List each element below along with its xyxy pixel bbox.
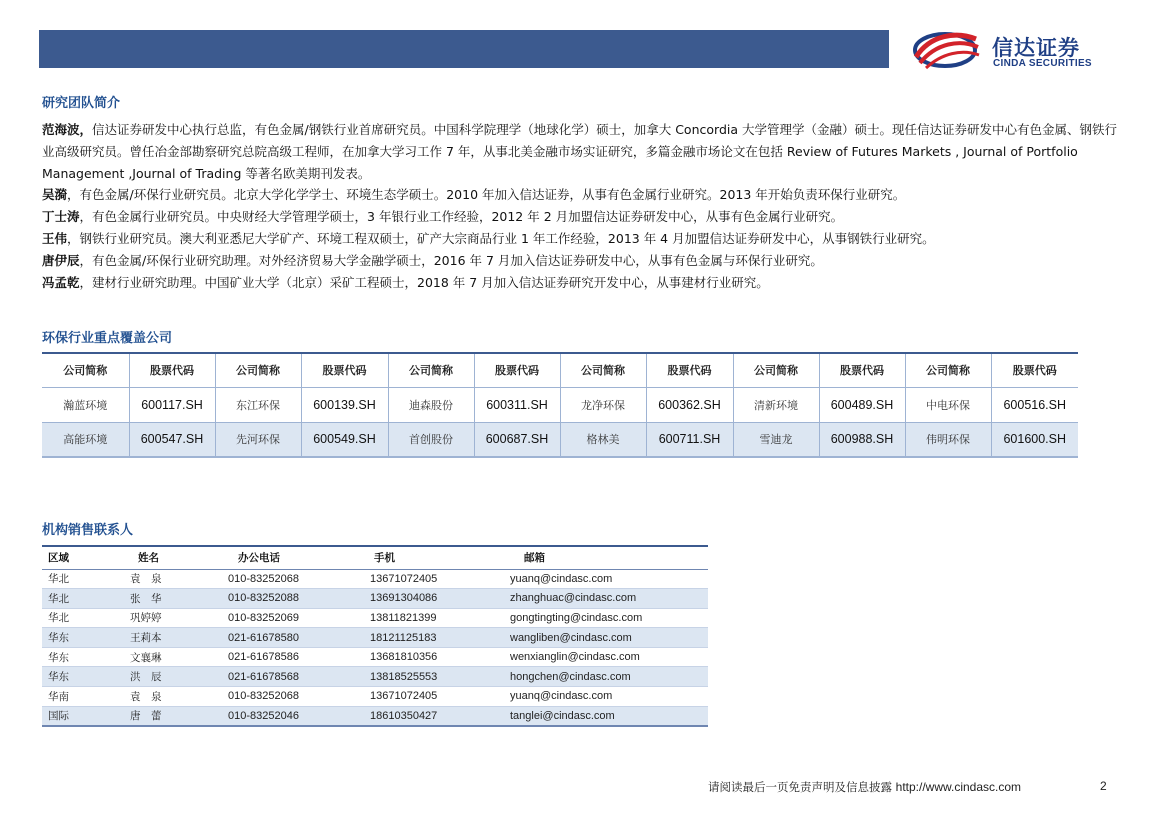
company-name: 迪森股份 [388, 387, 474, 422]
bio-name: 丁士涛 [42, 209, 80, 225]
col-header-company: 公司简称 [733, 353, 819, 387]
mobile-phone: 18610350427 [328, 706, 464, 726]
bio-name: 吴漪 [42, 187, 68, 203]
contact-name: 张 华 [86, 589, 186, 609]
footer-url-link[interactable]: http://www.cindasc.com [895, 780, 1022, 794]
col-header-office-phone: 办公电话 [186, 546, 328, 569]
company-name: 格林美 [560, 422, 646, 457]
coverage-row [42, 387, 1078, 422]
contact-name: 袁 泉 [86, 687, 186, 707]
stock-code: 601600.SH [991, 422, 1078, 457]
bio-text: ，有色金属/环保行业研究助理。对外经济贸易大学金融学硕士，2016 年 7 月加入信达证券研发中心，从事有色金属与环保行业研究。 [79, 252, 823, 268]
contact-name: 唐 蕾 [86, 706, 186, 726]
company-name: 清新环境 [733, 387, 819, 422]
region: 华东 [42, 647, 86, 667]
office-phone: 021-61678568 [186, 667, 328, 687]
bio-paragraph [42, 228, 1122, 250]
bio-text: ，有色金属行业研究员。中央财经大学管理学硕士，3 年银行业工作经验，2012 年 2 月加盟信达证券研发中心，从事有色金属行业研究。 [79, 209, 844, 225]
bio-text: ，有色金属/环保行业研究员。北京大学化学学士、环境生态学硕士。2010 年加入信达证券，从事有色金属行业研究。2013 年开始负责环保行业研究。 [67, 187, 906, 203]
col-header-code: 股票代码 [991, 353, 1078, 387]
bio-paragraph [42, 184, 1122, 206]
sales-row [42, 706, 708, 726]
region: 华北 [42, 589, 86, 609]
contact-name: 文襄琳 [86, 647, 186, 667]
bio-name: 王伟 [42, 230, 68, 246]
sales-row [42, 628, 708, 648]
office-phone: 010-83252069 [186, 608, 328, 628]
col-header-mobile: 手机 [328, 546, 464, 569]
col-header-code: 股票代码 [819, 353, 905, 387]
company-name: 高能环境 [42, 422, 129, 457]
sales-header-row [42, 546, 708, 569]
stock-code: 600117.SH [129, 387, 215, 422]
stock-code: 600489.SH [819, 387, 905, 422]
contact-name: 洪 辰 [86, 667, 186, 687]
bio-name: 范海波， [42, 122, 93, 137]
mobile-phone: 18121125183 [328, 628, 464, 648]
bio-paragraph [42, 206, 1122, 228]
region: 华东 [42, 667, 86, 687]
email: hongchen@cindasc.com [464, 667, 708, 687]
bio-text: 信达证券研发中心执行总监，有色金属/钢铁行业首席研究员。中国科学院理学（地球化学）硕士，加拿大 Concordia 大学管理学（金融）硕士。现任信达证券研发中心有色金属、钢铁行业高级研究员。曾任冶金部勘察研究总院高级工程师，在加拿大学习工作 7 年，从事北美金融市场实证研究，多篇金融市场论文在包括 Review of Futures Markets , Journal of Portfolio Management ,Journal of Trading 等著名欧美期刊发表。 [42, 122, 1117, 181]
company-name: 首创股份 [388, 422, 474, 457]
col-header-code: 股票代码 [301, 353, 388, 387]
email: gongtingting@cindasc.com [464, 608, 708, 628]
col-header-code: 股票代码 [646, 353, 733, 387]
email: yuanq@cindasc.com [464, 569, 708, 589]
mobile-phone: 13671072405 [328, 569, 464, 589]
office-phone: 010-83252068 [186, 687, 328, 707]
sales-row [42, 569, 708, 589]
page-number: 2 [1100, 779, 1107, 793]
stock-code: 600711.SH [646, 422, 733, 457]
footer-disclaimer [708, 779, 1021, 795]
col-header-company: 公司简称 [388, 353, 474, 387]
company-name: 龙净环保 [560, 387, 646, 422]
bio-name: 冯孟乾 [42, 274, 80, 290]
bio-text: ，建材行业研究助理。中国矿业大学（北京）采矿工程硕士，2018 年 7 月加入信达证券研究开发中心，从事建材行业研究。 [79, 274, 769, 290]
logo-name-cn: 信达证券 [992, 36, 1080, 60]
region: 华东 [42, 628, 86, 648]
bio-name: 唐伊辰 [42, 252, 80, 268]
region: 华北 [42, 608, 86, 628]
col-header-code: 股票代码 [474, 353, 560, 387]
col-header-email: 邮箱 [464, 546, 708, 569]
company-name: 伟明环保 [905, 422, 991, 457]
mobile-phone: 13811821399 [328, 608, 464, 628]
office-phone: 010-83252088 [186, 589, 328, 609]
col-header-code: 股票代码 [129, 353, 215, 387]
email: wangliben@cindasc.com [464, 628, 708, 648]
stock-code: 600362.SH [646, 387, 733, 422]
stock-code: 600687.SH [474, 422, 560, 457]
office-phone: 021-61678580 [186, 628, 328, 648]
company-name: 中电环保 [905, 387, 991, 422]
region: 国际 [42, 706, 86, 726]
mobile-phone: 13681810356 [328, 647, 464, 667]
stock-code: 600549.SH [301, 422, 388, 457]
team-section-title: 研究团队简介 [42, 96, 121, 111]
col-header-region: 区域 [42, 546, 86, 569]
sales-contacts-table [42, 545, 708, 727]
mobile-phone: 13671072405 [328, 687, 464, 707]
stock-code: 600988.SH [819, 422, 905, 457]
bio-paragraph [42, 119, 1122, 184]
col-header-company: 公司简称 [42, 353, 129, 387]
company-name: 东江环保 [215, 387, 301, 422]
col-header-company: 公司简称 [560, 353, 646, 387]
header-bar [39, 30, 889, 68]
bio-paragraph [42, 250, 1122, 272]
mobile-phone: 13818525553 [328, 667, 464, 687]
disclaimer-text: 请阅读最后一页免责声明及信息披露 [708, 780, 892, 794]
sales-row [42, 647, 708, 667]
office-phone: 010-83252046 [186, 706, 328, 726]
bio-text: ，钢铁行业研究员。澳大利亚悉尼大学矿产、环境工程双硕士，矿产大宗商品行业 1 年工作经验，2013 年 4 月加盟信达证券研发中心，从事钢铁行业研究。 [67, 230, 935, 246]
contact-name: 袁 泉 [86, 569, 186, 589]
sales-row [42, 687, 708, 707]
email: tanglei@cindasc.com [464, 706, 708, 726]
region: 华南 [42, 687, 86, 707]
bio-paragraph [42, 272, 1122, 294]
company-name: 雪迪龙 [733, 422, 819, 457]
contact-name: 巩婷婷 [86, 608, 186, 628]
sales-row [42, 589, 708, 609]
email: yuanq@cindasc.com [464, 687, 708, 707]
coverage-section-title: 环保行业重点覆盖公司 [42, 331, 173, 346]
office-phone: 010-83252068 [186, 569, 328, 589]
sales-row [42, 667, 708, 687]
team-bios [42, 119, 1122, 293]
col-header-company: 公司简称 [215, 353, 301, 387]
email: zhanghuac@cindasc.com [464, 589, 708, 609]
company-name: 先河环保 [215, 422, 301, 457]
col-header-name: 姓名 [86, 546, 186, 569]
stock-code: 600139.SH [301, 387, 388, 422]
col-header-company: 公司简称 [905, 353, 991, 387]
coverage-row [42, 422, 1078, 457]
cinda-logo [912, 27, 1122, 72]
coverage-table [42, 352, 1078, 458]
office-phone: 021-61678586 [186, 647, 328, 667]
email: wenxianglin@cindasc.com [464, 647, 708, 667]
region: 华北 [42, 569, 86, 589]
company-name: 瀚蓝环境 [42, 387, 129, 422]
coverage-header-row [42, 353, 1078, 387]
stock-code: 600547.SH [129, 422, 215, 457]
stock-code: 600516.SH [991, 387, 1078, 422]
logo-name-en: CINDA SECURITIES [993, 58, 1092, 69]
contact-name: 王莉本 [86, 628, 186, 648]
stock-code: 600311.SH [474, 387, 560, 422]
sales-row [42, 608, 708, 628]
sales-section-title: 机构销售联系人 [42, 523, 134, 538]
mobile-phone: 13691304086 [328, 589, 464, 609]
cinda-logo-mark-icon [912, 27, 982, 72]
